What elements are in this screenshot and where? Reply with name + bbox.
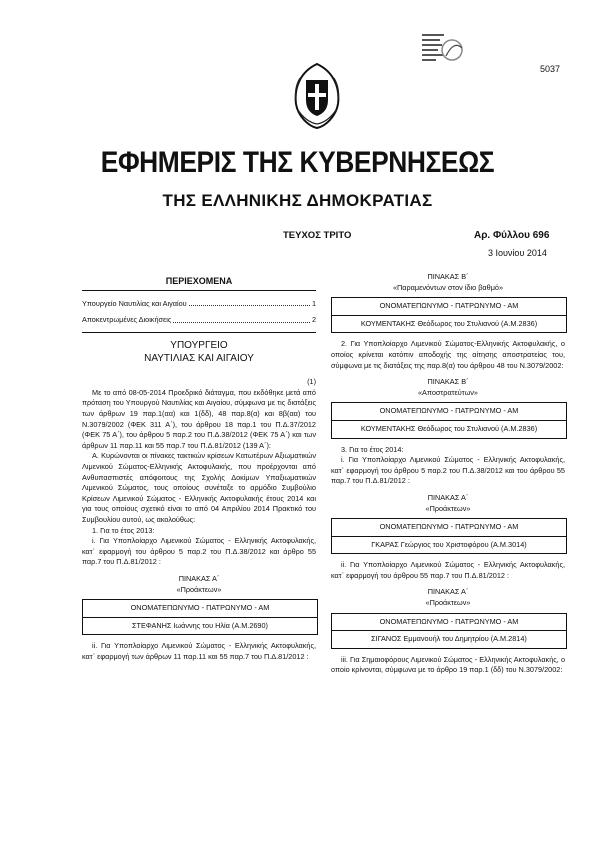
toc-heading: ΠΕΡΙΕΧΟΜΕΝΑ <box>82 276 316 291</box>
page-number: 5037 <box>540 64 561 74</box>
paragraph: i. Για Υποπλοίαρχο Λιμενικού Σώματος - Ελληνικής Ακτοφυλακής, κατ᾽ εφαρμογή του άρθρου 5 παρ.2 του Π.Δ.38/2012 και του άρθρου 55 παρ.7 του Π.Δ.81/2012 : <box>331 455 565 486</box>
name-table <box>82 599 318 635</box>
paragraph: 3. Για το έτος 2014: <box>341 444 404 454</box>
table-row: ΣΤΕΦΑΝΗΣ Ιωάννης του Ηλία (Α.Μ.2690) <box>132 620 268 630</box>
table-subtitle: «Παραμενόντων στον ίδιο βαθμό» <box>392 282 504 292</box>
name-table <box>331 518 567 554</box>
greek-coat-of-arms-icon <box>288 60 346 130</box>
paragraph: ii. Για Υποπλοίαρχο Λιμενικού Σώματος - Ελληνικής Ακτοφυλακής, κατ᾽ εφαρμογή των άρθρων 11 παρ.11 και 55 παρ.7 του Π.Δ.81/2012 : <box>82 641 316 661</box>
toc-item-page: 2 <box>311 315 316 325</box>
name-table <box>331 297 567 333</box>
gazette-subtitle: ΤΗΣ ΕΛΛΗΝΙΚΗΣ ΔΗΜΟΚΡΑΤΙΑΣ <box>162 191 433 210</box>
paragraph: i. Για Υποπλοίαρχο Λιμενικού Σώματος - Ελληνικής Ακτοφυλακής, κατ᾽ εφαρμογή του άρθρου 5 παρ.2 του Π.Δ.38/2012 και άρθρο 55 παρ.7 του Π.Δ.81/2012 : <box>82 536 316 567</box>
table-header: ΟΝΟΜΑΤΕΠΩΝΥΜΟ - ΠΑΤΡΩΝΥΜΟ - ΑΜ <box>332 519 566 537</box>
digital-signature-stamp <box>420 30 468 70</box>
table-header: ΟΝΟΜΑΤΕΠΩΝΥΜΟ - ΠΑΤΡΩΝΥΜΟ - ΑΜ <box>332 403 566 421</box>
issue-sheet-number: Αρ. Φύλλου 696 <box>474 230 550 241</box>
issue-date: 3 Ιουνίου 2014 <box>488 248 547 258</box>
left-column <box>82 272 316 663</box>
decision-marker: (1) <box>307 377 316 387</box>
table-subtitle: «Προάκτεων» <box>176 584 222 594</box>
table-row: ΚΟΥΜΕΝΤΑΚΗΣ Θεόδωρος του Στυλιανού (Α.Μ.2836) <box>360 318 538 328</box>
ministry-line-2: ΝΑΥΤΙΛΙΑΣ ΚΑΙ ΑΙΓΑΙΟΥ <box>144 353 254 365</box>
paragraph: 1. Για το έτος 2013: <box>92 525 155 535</box>
toc-dot-leader <box>173 315 310 323</box>
ministry-line-1: ΥΠΟΥΡΓΕΙΟ <box>170 340 228 352</box>
table-header: ΟΝΟΜΑΤΕΠΩΝΥΜΟ - ΠΑΤΡΩΝΥΜΟ - ΑΜ <box>83 600 317 618</box>
issue-series: ΤΕΥΧΟΣ ΤΡΙΤΟ <box>283 230 352 241</box>
paragraph: Με το από 08-05-2014 Προεδρικό διάταγμα, που εκδόθηκε μετά από πρόταση του Υπουργού Ναυτιλίας και Αιγαίου, σύμφωνα με τις διατάξεις των άρθρων 19 παρ.1(αα) και 1(δδ), 48 παρ.8(α) και 8β(αα) του Ν.3079/2002 (ΦΕΚ 311 Α΄), του άρθρου 18 παρ.1 του Π.Δ.37/2012 (ΦΕΚ 75 Α΄), του άρθρου 5 παρ.2 του Π.Δ.38/2012 (ΦΕΚ 75 Α΄) και των άρθρων 11 παρ.11 και 55 παρ.7 του Π.Δ.81/2012 (139 Α΄): <box>82 387 316 450</box>
table-row: ΓΚΑΡΑΣ Γεώργιος του Χριστοφόρου (Α.Μ.3014) <box>371 539 527 549</box>
name-table <box>331 402 567 438</box>
right-column <box>331 272 565 676</box>
table-header: ΟΝΟΜΑΤΕΠΩΝΥΜΟ - ΠΑΤΡΩΝΥΜΟ - ΑΜ <box>332 298 566 316</box>
toc-item-page: 1 <box>311 298 316 308</box>
ministry-heading <box>82 339 316 365</box>
gazette-title: ΕΦΗΜΕΡΙΣ ΤΗΣ ΚΥΒΕΡΝΗΣΕΩΣ <box>100 146 495 179</box>
table-header: ΟΝΟΜΑΤΕΠΩΝΥΜΟ - ΠΑΤΡΩΝΥΜΟ - ΑΜ <box>332 614 566 632</box>
paragraph: Α. Κυρώνονται οι πίνακες τακτικών κρίσεων Κατωτέρων Αξιωματικών Λιμενικού Σώματος-Ελληνικής Ακτοφυλακής, που προέρχονται από Ανθυπασπιστές απόφοιτους της Σχολής Δοκίμων Υπαξιωματικών Λιμενικού Σώματος, τους οποίους συνέταξε το αρμόδιο Συμβούλιο Κρίσεων Λιμενικού Σώματος - Ελληνικής Ακτοφυλακής έτους 2014 και για τους οποίους σχετικό είναι το από 04 Απριλίου 2014 Πρακτικό του Συμβουλίου αυτού, ως ακολούθως: <box>82 451 316 524</box>
toc-item-label: Υπουργείο Ναυτιλίας και Αιγαίου <box>82 298 187 308</box>
name-table <box>331 613 567 649</box>
table-title: ΠΙΝΑΚΑΣ Α΄ <box>427 587 469 597</box>
section-divider <box>82 332 316 334</box>
toc-dot-leader <box>189 299 310 307</box>
table-subtitle: «Προάκτεων» <box>425 503 471 513</box>
table-subtitle: «Αποστρατεύτων» <box>418 387 478 397</box>
paragraph: iii. Για Σημαιοφόρους Λιμενικού Σώματος - Ελληνικής Ακτοφυλακής, ο οποίο κρίνονται, σύμφωνα με το άρθρο 19 παρ.1 (δδ) του Ν.3079/2002: <box>331 654 565 675</box>
table-row: ΣΙΓΑΝΟΣ Εμμανουήλ του Δημητρίου (Α.Μ.2814) <box>371 634 527 644</box>
table-title: ΠΙΝΑΚΑΣ Β΄ <box>427 272 469 281</box>
table-title: ΠΙΝΑΚΑΣ Α΄ <box>427 492 469 502</box>
paragraph: 2. Για Υποπλοίαρχο Λιμενικού Σώματος-Ελληνικής Ακτοφυλακής, ο οποίος κρίνεται κατόπιν αποδοχής της αίτησης αποστρατείας του, σύμφωνα με τις διατάξεις της παρ.8(α) του άρθρου 48 του Ν.3079/2002: <box>331 339 565 370</box>
toc-item[interactable] <box>82 299 316 310</box>
paragraph: ii. Για Υποπλοίαρχο Λιμενικού Σώματος - Ελληνικής Ακτοφυλακής, κατ᾽ εφαρμογή του άρθρου 55 παρ.7 του Π.Δ.81/2012 : <box>331 560 565 580</box>
table-title: ΠΙΝΑΚΑΣ Β΄ <box>427 377 469 387</box>
table-row: ΚΟΥΜΕΝΤΑΚΗΣ Θεόδωρος του Στυλιανού (Α.Μ.2836) <box>360 423 538 433</box>
toc-item-label: Αποκεντρωμένες Διοικήσεις <box>82 315 172 325</box>
table-subtitle: «Προάκτεων» <box>425 598 471 608</box>
toc-item[interactable] <box>82 315 316 326</box>
table-title: ΠΙΝΑΚΑΣ Α΄ <box>178 573 220 583</box>
